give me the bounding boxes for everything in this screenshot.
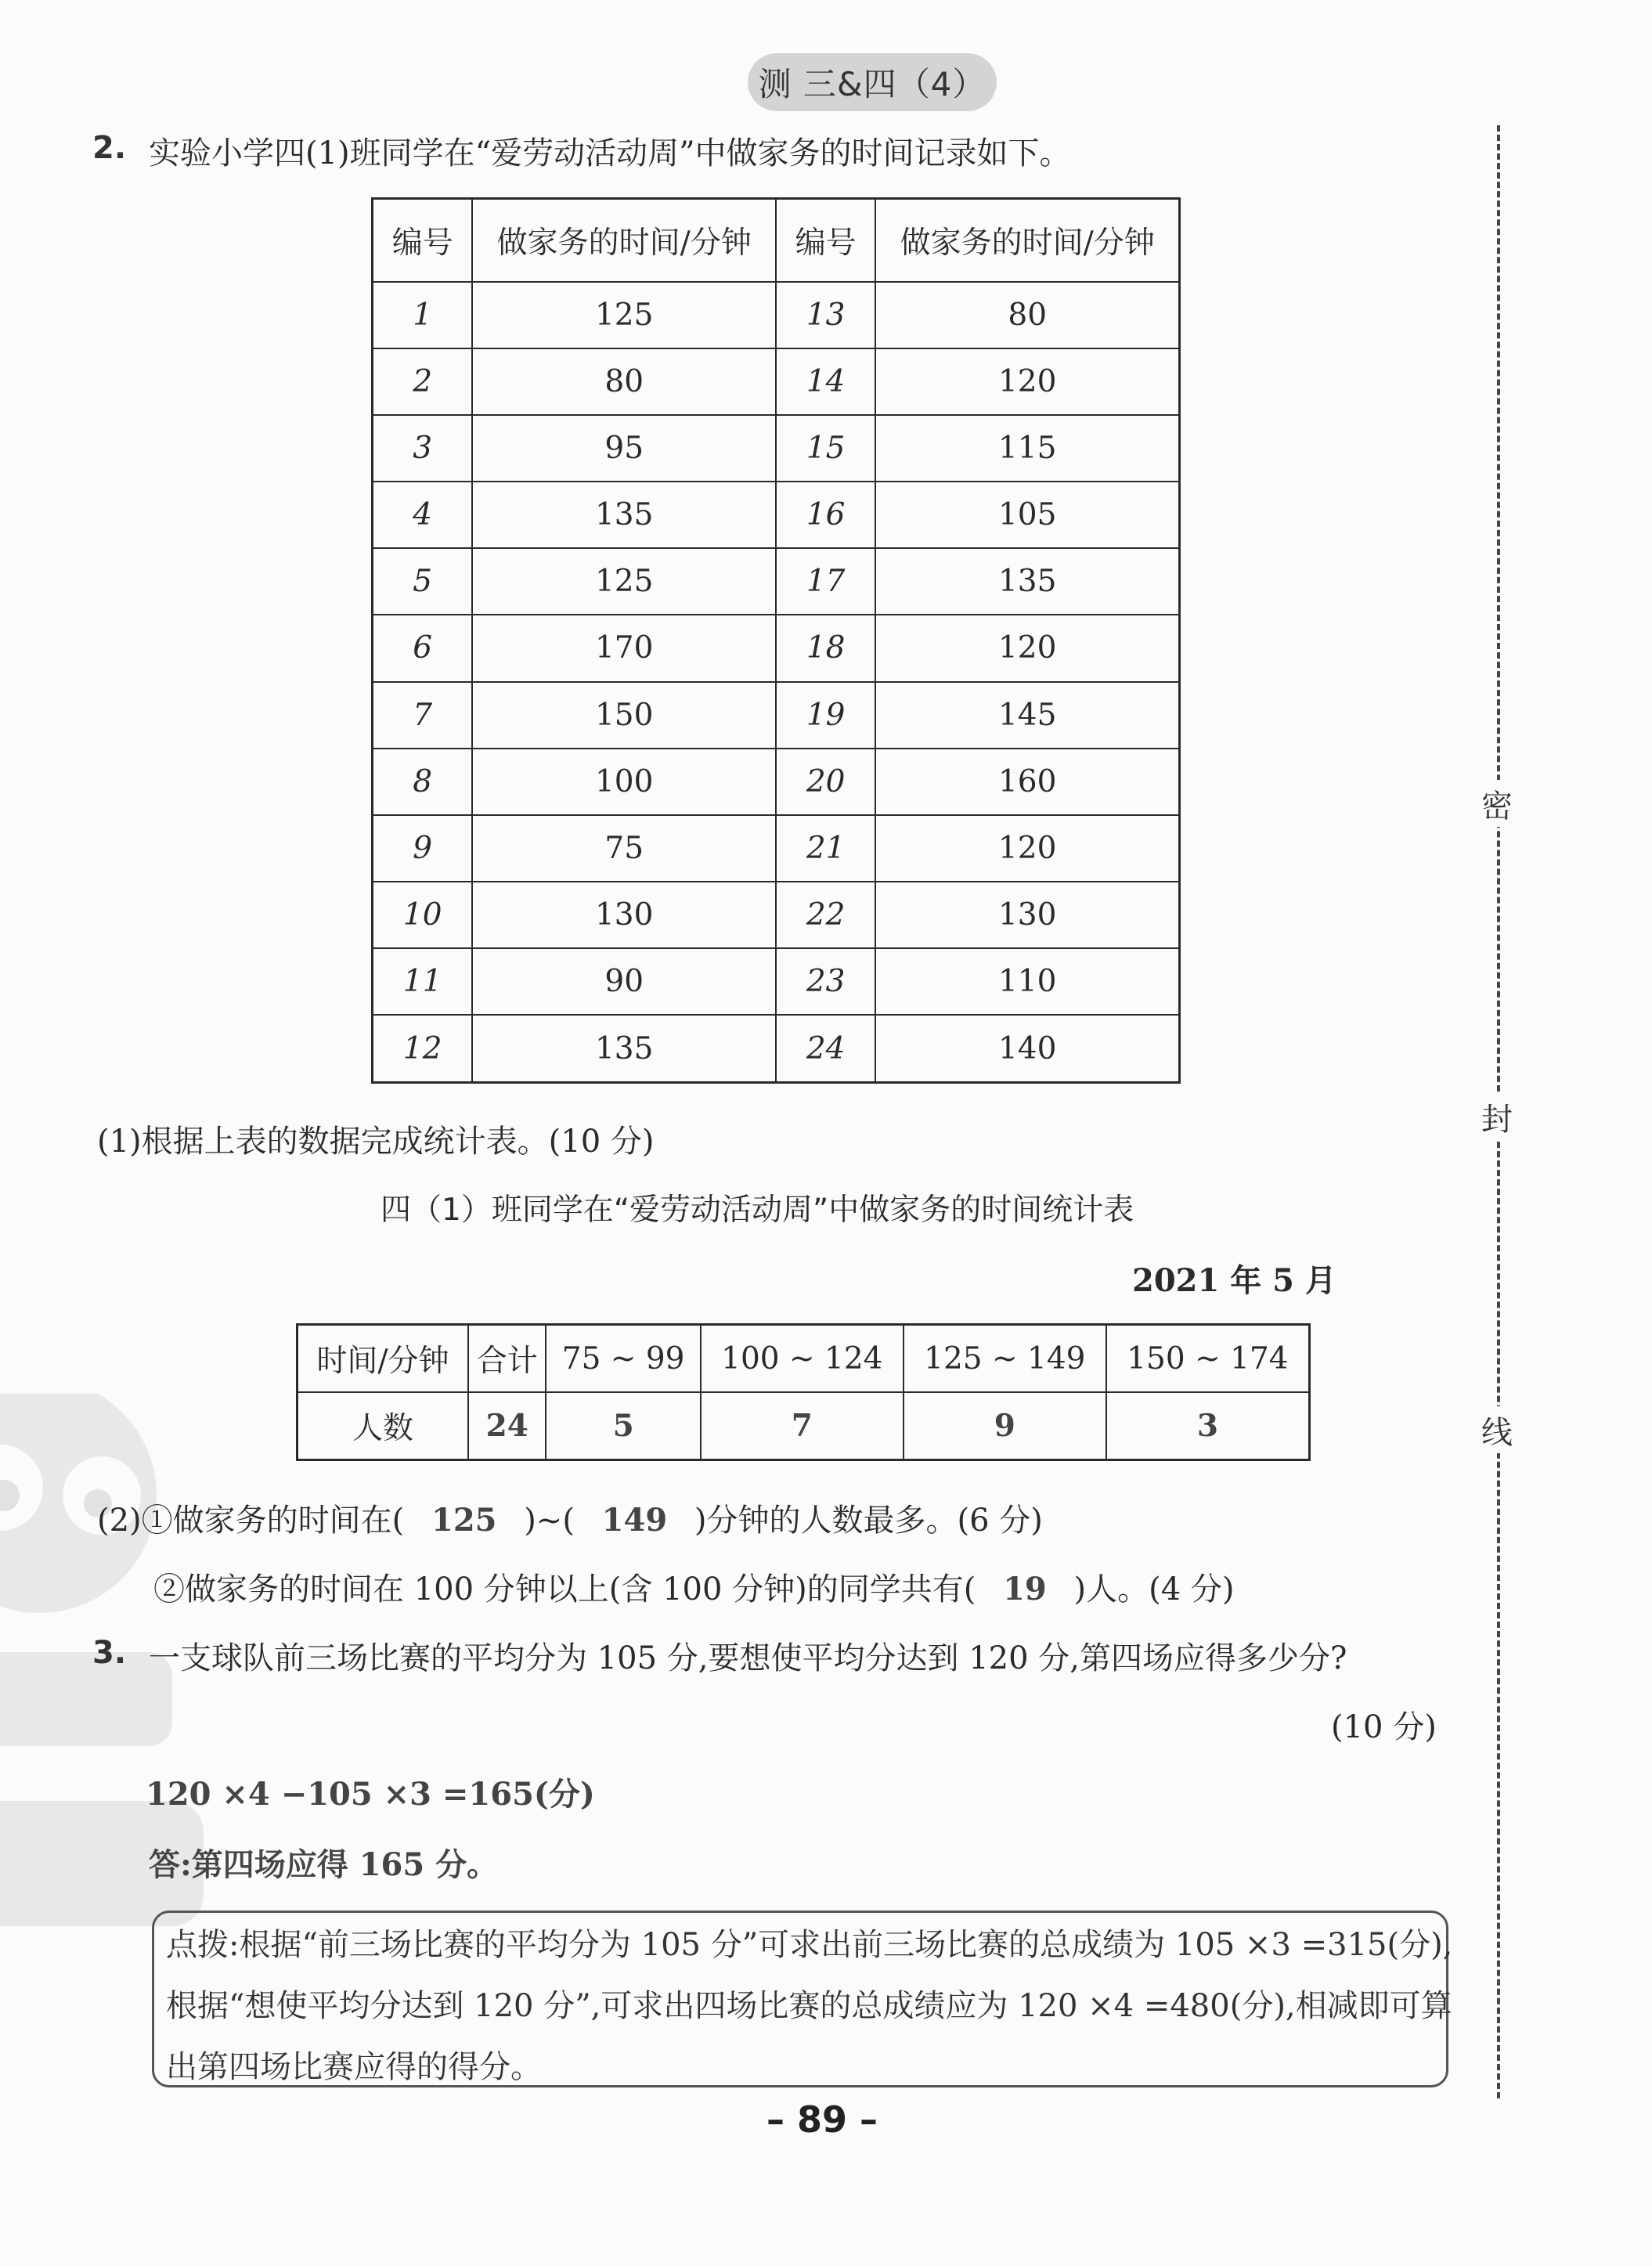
part-2-line-1-suffix: )分钟的人数最多。(6 分) [694, 1503, 1043, 1539]
chore-minutes: 135 [472, 482, 776, 548]
table-row [373, 615, 1180, 681]
question-2-text: 实验小学四(1)班同学在“爱劳动活动周”中做家务的时间记录如下。 [149, 135, 1071, 171]
stats-count-cell: 9 [904, 1392, 1106, 1460]
student-id: 19 [776, 682, 875, 749]
chore-minutes: 100 [472, 749, 776, 815]
question-number-3: 3. [92, 1635, 127, 1671]
student-id: 2 [373, 348, 473, 415]
question-number-2: 2. [92, 130, 127, 166]
question-3-work: 120 ×4 −105 ×3 =165(分) [146, 1776, 595, 1813]
stats-count-cell: 5 [546, 1392, 700, 1460]
stats-count-cell: 3 [1106, 1392, 1310, 1460]
hint-line: 点拨:根据“前三场比赛的平均分为 105 分”可求出前三场比赛的总成绩为 105 ×3 =315(分), [166, 1927, 1453, 1963]
stats-header-cell: 100 ~ 124 [701, 1325, 904, 1393]
student-id: 3 [373, 415, 473, 482]
chore-minutes: 135 [875, 548, 1179, 615]
student-id: 10 [373, 882, 473, 948]
student-id: 1 [373, 282, 473, 348]
stats-table-date: 2021 年 5 月 [1132, 1262, 1336, 1299]
part-2-line-2 [153, 1564, 1234, 1609]
seal-char-mi: 密 [1473, 780, 1520, 827]
chore-time-stats-table [296, 1323, 1311, 1461]
chore-minutes: 125 [472, 282, 776, 348]
chore-minutes: 90 [472, 948, 776, 1015]
part-2-line-2-prefix: ②做家务的时间在 100 分钟以上(含 100 分钟)的同学共有( [153, 1571, 976, 1607]
table-row [373, 348, 1180, 415]
student-id: 23 [776, 948, 875, 1015]
part-2-line-1 [97, 1496, 1043, 1540]
chore-minutes: 80 [472, 348, 776, 415]
chore-minutes: 120 [875, 348, 1179, 415]
header-id-1: 编号 [373, 199, 473, 282]
hint-line: 根据“想使平均分达到 120 分”,可求出四场比赛的总成绩应为 120 ×4 =480(分),相减即可算 [166, 1988, 1452, 2024]
chore-minutes: 75 [472, 815, 776, 882]
student-id: 11 [373, 948, 473, 1015]
student-id: 4 [373, 482, 473, 548]
question-3-answer: 答:第四场应得 165 分。 [149, 1846, 499, 1883]
stats-header-cell: 时间/分钟 [298, 1325, 469, 1393]
page-number: – 89 – [766, 2098, 878, 2141]
student-id: 13 [776, 282, 875, 348]
stats-header-row [298, 1325, 1310, 1393]
section-header-pill: 测 三&四（4） [748, 53, 997, 111]
student-id: 20 [776, 749, 875, 815]
table-row [373, 1015, 1180, 1082]
part-1-instruction: (1)根据上表的数据完成统计表。(10 分) [97, 1124, 655, 1160]
stats-table-title: 四（1）班同学在“爱劳动活动周”中做家务的时间统计表 [381, 1193, 1134, 1228]
table-row [373, 282, 1180, 348]
part-2-line-2-suffix: )人。(4 分) [1073, 1571, 1235, 1607]
student-id: 16 [776, 482, 875, 548]
chore-minutes: 95 [472, 415, 776, 482]
student-id: 21 [776, 815, 875, 882]
stats-row-label: 人数 [298, 1392, 469, 1460]
header-time-1: 做家务的时间/分钟 [472, 199, 776, 282]
table-row [373, 548, 1180, 615]
answer-range-end: 149 [601, 1502, 668, 1539]
chore-minutes: 170 [472, 615, 776, 681]
table-row [373, 749, 1180, 815]
student-id: 5 [373, 548, 473, 615]
chore-minutes: 140 [875, 1015, 1179, 1082]
student-id: 18 [776, 615, 875, 681]
records-header-row [373, 199, 1180, 282]
chore-minutes: 105 [875, 482, 1179, 548]
chore-minutes: 130 [472, 882, 776, 948]
seal-char-feng: 封 [1473, 1093, 1520, 1140]
chore-minutes: 135 [472, 1015, 776, 1082]
student-id: 6 [373, 615, 473, 681]
chore-time-records-table [371, 197, 1181, 1084]
stats-header-cell: 合计 [468, 1325, 546, 1393]
chore-minutes: 110 [875, 948, 1179, 1015]
chore-minutes: 120 [875, 615, 1179, 681]
chore-minutes: 80 [875, 282, 1179, 348]
header-id-2: 编号 [776, 199, 875, 282]
stats-header-cell: 125 ~ 149 [904, 1325, 1106, 1393]
hint-line: 出第四场比赛应得的得分。 [166, 2049, 542, 2085]
student-id: 7 [373, 682, 473, 749]
stats-header-cell: 150 ~ 174 [1106, 1325, 1310, 1393]
student-id: 15 [776, 415, 875, 482]
table-row [373, 815, 1180, 882]
stats-count-row [298, 1392, 1310, 1460]
question-3-score: (10 分) [1331, 1709, 1437, 1745]
answer-range-start: 125 [431, 1502, 497, 1539]
student-id: 17 [776, 548, 875, 615]
seal-char-xian: 线 [1473, 1406, 1520, 1453]
student-id: 8 [373, 749, 473, 815]
chore-minutes: 130 [875, 882, 1179, 948]
chore-minutes: 115 [875, 415, 1179, 482]
table-row [373, 482, 1180, 548]
chore-minutes: 150 [472, 682, 776, 749]
question-3-text: 一支球队前三场比赛的平均分为 105 分,要想使平均分达到 120 分,第四场应得多少分? [149, 1640, 1347, 1676]
answer-student-count: 19 [1003, 1571, 1047, 1607]
table-row [373, 948, 1180, 1015]
chore-minutes: 120 [875, 815, 1179, 882]
student-id: 14 [776, 348, 875, 415]
table-row [373, 415, 1180, 482]
table-row [373, 682, 1180, 749]
student-id: 9 [373, 815, 473, 882]
stats-header-cell: 75 ~ 99 [546, 1325, 700, 1393]
student-id: 12 [373, 1015, 473, 1082]
header-time-2: 做家务的时间/分钟 [875, 199, 1179, 282]
chore-minutes: 125 [472, 548, 776, 615]
part-2-line-1-prefix: (2)①做家务的时间在( [97, 1503, 405, 1539]
student-id: 22 [776, 882, 875, 948]
stats-count-cell: 24 [468, 1392, 546, 1460]
chore-minutes: 160 [875, 749, 1179, 815]
chore-minutes: 145 [875, 682, 1179, 749]
part-2-line-1-middle: )~( [524, 1503, 575, 1539]
student-id: 24 [776, 1015, 875, 1082]
table-row [373, 882, 1180, 948]
stats-count-cell: 7 [701, 1392, 904, 1460]
